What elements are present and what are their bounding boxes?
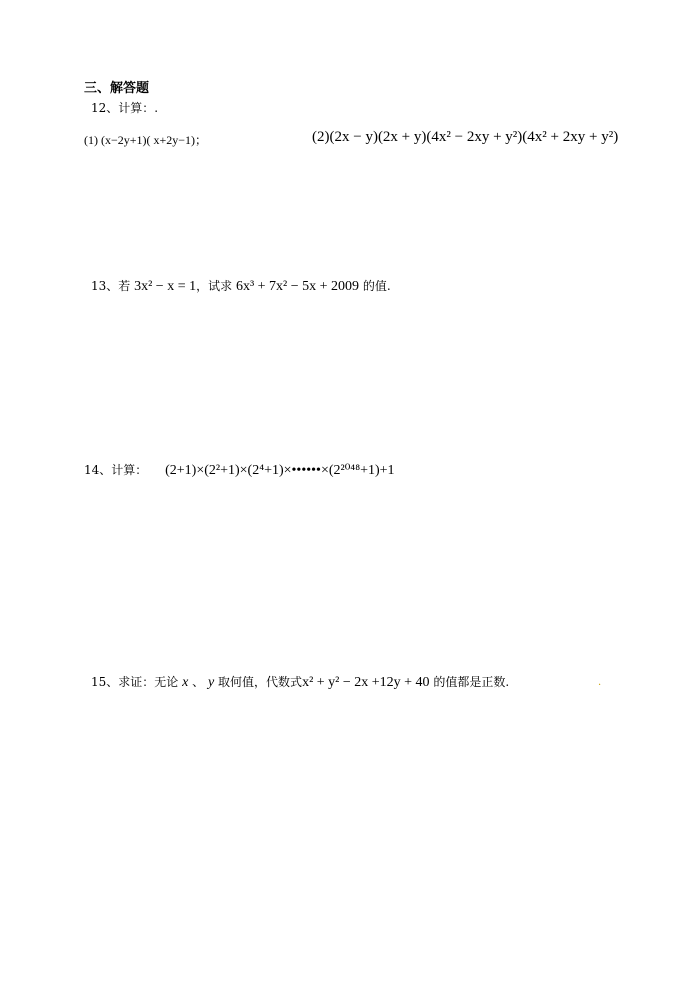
question-15	[91, 673, 509, 691]
q13-expression: 6x³ + 7x² − 5x + 2009	[235, 279, 360, 294]
q15-suffix: 的值都是正数.	[433, 675, 510, 689]
q14-expression: (2+1)×(2²+1)×(2⁴+1)×••••••×(2²⁰⁴⁸+1)+1	[165, 463, 395, 478]
stray-dot-mark: .	[598, 677, 602, 688]
q15-var-y: y	[208, 675, 215, 690]
question-13	[91, 277, 391, 295]
q15-prefix: 15、求证：无论	[91, 675, 179, 689]
q15-sep: 、	[192, 675, 205, 689]
question-12-label: 12、计算：.	[91, 101, 159, 115]
q13-suffix: 的值.	[362, 279, 391, 293]
q12-part1-expression: (1) (x−2y+1)( x+2y−1)；	[84, 133, 208, 147]
q13-condition: 3x² − x = 1	[134, 279, 197, 294]
q13-mid: ，试求	[196, 279, 233, 293]
q15-mid: 取何值，代数式	[218, 675, 303, 689]
q15-var-x: x	[182, 675, 189, 690]
q14-label: 14、计算：	[84, 463, 148, 477]
question-12-part-1	[84, 131, 207, 148]
q13-prefix: 13、若	[91, 279, 131, 293]
section-title: 三、解答题	[84, 81, 150, 96]
q12-part2-expression: (2)(2x − y)(2x + y)(4x² − 2xy + y²)(4x² + 2xy + y²)	[312, 129, 619, 145]
question-12-part-2	[312, 127, 618, 146]
q15-expression: x² + y² − 2x +12y + 40	[302, 675, 430, 690]
question-14	[84, 461, 395, 479]
